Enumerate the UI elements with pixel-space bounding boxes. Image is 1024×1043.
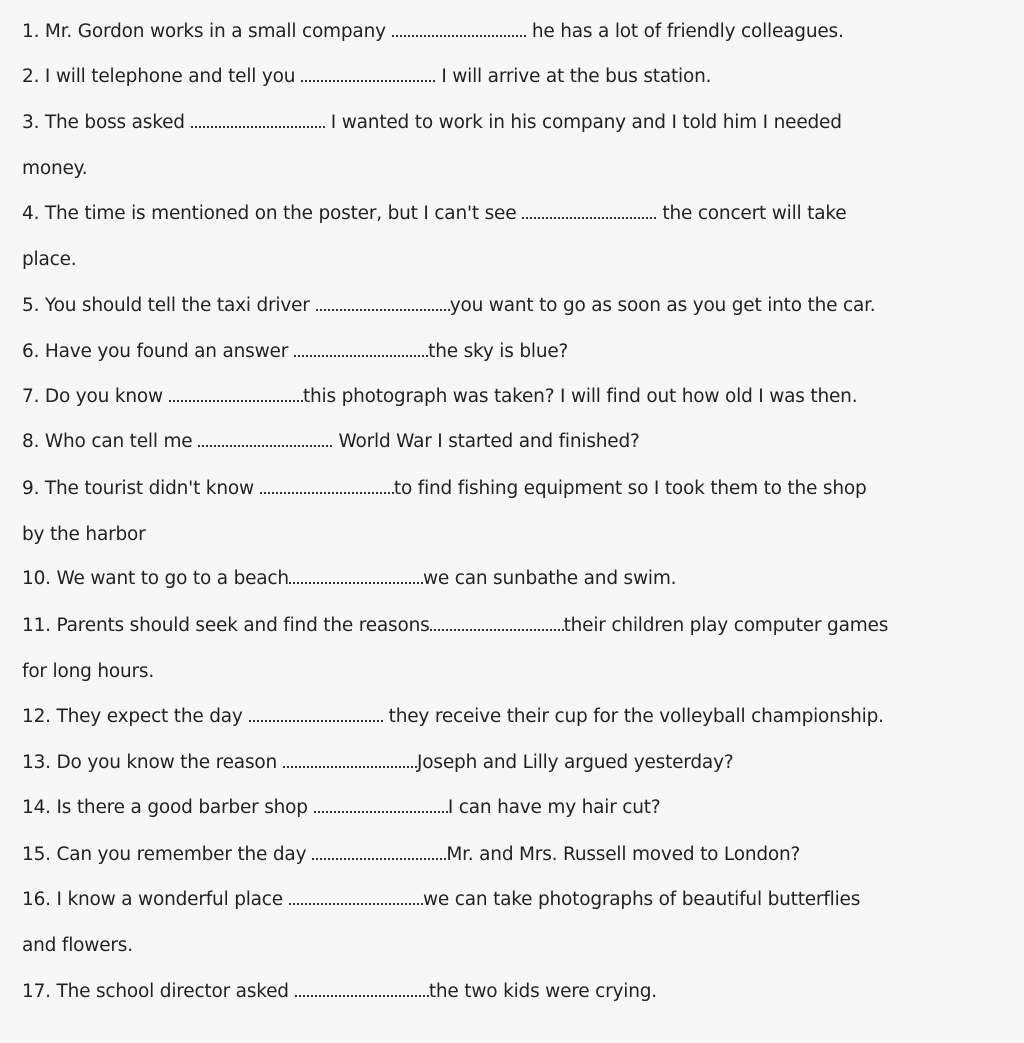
item-text-after: I can have my hair cut?	[447, 797, 661, 818]
item-text-after: Mr. and Mrs. Russell moved to London?	[446, 844, 801, 865]
item-text-before: 4. The time is mentioned on the poster, but I can't see	[22, 203, 517, 224]
item-text-after: we can sunbathe and swim.	[422, 568, 677, 589]
exercise-item-3	[22, 100, 982, 192]
item-text-before: 14. Is there a good barber shop	[22, 797, 308, 818]
item-text-continuation: for long hours.	[22, 661, 155, 682]
answer-blank[interactable]	[522, 203, 656, 219]
exercise-item-11	[22, 603, 982, 695]
item-text-before: 7. Do you know	[22, 386, 163, 407]
exercise-item-9	[22, 466, 982, 558]
item-text-continuation: and flowers.	[22, 935, 133, 956]
item-text-after: I wanted to work in his company and I told him I needed	[330, 112, 842, 133]
answer-blank[interactable]	[260, 478, 394, 494]
item-text-after: I will arrive at the bus station.	[441, 66, 712, 87]
exercise-item-8	[22, 419, 982, 465]
answer-blank[interactable]	[430, 615, 564, 631]
item-text-after: the sky is blue?	[428, 341, 569, 362]
item-text-after: he has a lot of friendly colleagues.	[531, 21, 844, 42]
item-text-after: their children play computer games	[563, 615, 889, 636]
item-text-before: 3. The boss asked	[22, 112, 185, 133]
item-text-before: 8. Who can tell me	[22, 431, 193, 452]
item-text-after: we can take photographs of beautiful butterflies	[422, 889, 861, 910]
answer-blank[interactable]	[169, 386, 303, 402]
item-text-before: 5. You should tell the taxi driver	[22, 295, 310, 316]
item-text-continuation: money.	[22, 158, 88, 179]
item-text-after: they receive their cup for the volleyball championship.	[388, 706, 884, 727]
exercise-item-15	[22, 832, 982, 878]
exercise-item-7	[22, 374, 982, 420]
answer-blank[interactable]	[316, 295, 450, 311]
item-text-before: 15. Can you remember the day	[22, 844, 307, 865]
item-text-before: 2. I will telephone and tell you	[22, 66, 296, 87]
item-text-before: 9. The tourist didn't know	[22, 478, 254, 499]
exercise-item-12	[22, 694, 982, 740]
exercise-item-4	[22, 191, 982, 283]
exercise-item-2	[22, 54, 982, 100]
exercise-item-5	[22, 283, 982, 329]
item-text-continuation: by the harbor	[22, 524, 146, 545]
exercise-item-6	[22, 329, 982, 375]
exercise-item-17	[22, 969, 982, 1015]
item-text-before: 11. Parents should seek and find the reasons	[22, 615, 430, 636]
item-text-after: to find fishing equipment so I took them to the shop	[393, 478, 867, 499]
answer-blank[interactable]	[312, 844, 446, 860]
item-text-after: Joseph and Lilly argued yesterday?	[417, 752, 734, 773]
item-text-before: 16. I know a wonderful place	[22, 889, 283, 910]
answer-blank[interactable]	[191, 112, 325, 128]
answer-blank[interactable]	[314, 797, 448, 813]
exercise-item-14	[22, 785, 982, 831]
exercise-item-1	[22, 9, 982, 55]
item-text-before: 12. They expect the day	[22, 706, 243, 727]
item-text-before: 13. Do you know the reason	[22, 752, 278, 773]
answer-blank[interactable]	[294, 341, 428, 357]
answer-blank[interactable]	[392, 21, 526, 37]
item-text-after: the two kids were crying.	[428, 981, 657, 1002]
answer-blank[interactable]	[301, 66, 435, 82]
item-text-before: 10. We want to go to a beach	[22, 568, 289, 589]
exercise-item-10	[22, 556, 982, 602]
answer-blank[interactable]	[295, 981, 429, 997]
item-text-before: 6. Have you found an answer	[22, 341, 289, 362]
answer-blank[interactable]	[289, 568, 423, 584]
item-text-before: 1. Mr. Gordon works in a small company	[22, 21, 386, 42]
answer-blank[interactable]	[283, 752, 417, 768]
item-text-after: this photograph was taken? I will find out how old I was then.	[302, 386, 858, 407]
item-text-before: 17. The school director asked	[22, 981, 289, 1002]
item-text-after: you want to go as soon as you get into the car.	[449, 295, 876, 316]
item-text-after: World War I started and finished?	[338, 431, 640, 452]
answer-blank[interactable]	[198, 431, 332, 447]
answer-blank[interactable]	[289, 889, 423, 905]
exercise-item-16	[22, 877, 982, 969]
item-text-continuation: place.	[22, 249, 77, 270]
answer-blank[interactable]	[249, 706, 383, 722]
exercise-item-13	[22, 740, 982, 786]
item-text-after: the concert will take	[662, 203, 847, 224]
